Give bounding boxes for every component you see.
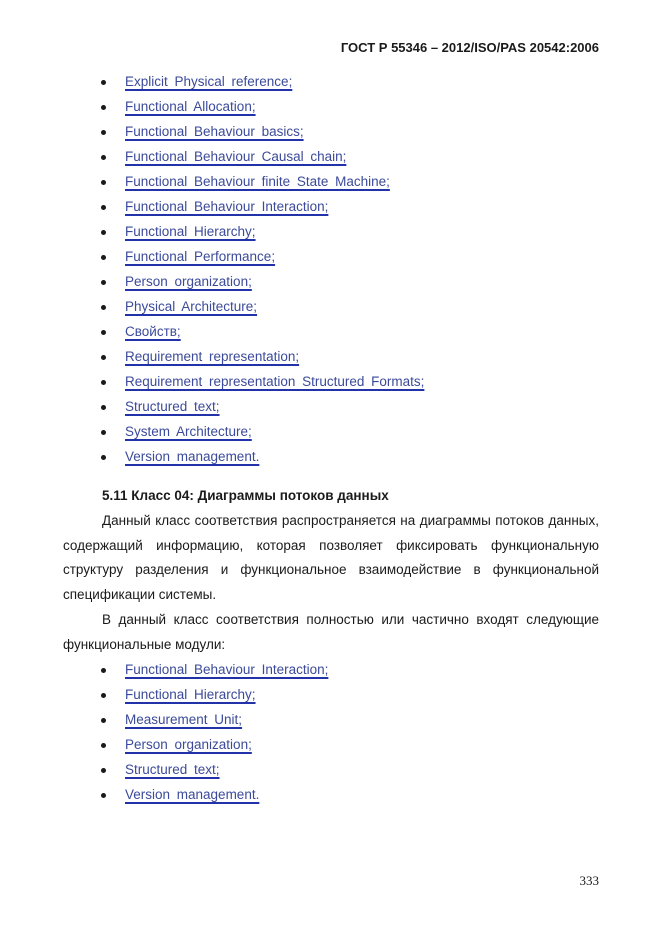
module-link[interactable]: Version management.	[125, 787, 260, 802]
list-item	[0, 75, 662, 100]
bullet-icon	[101, 693, 106, 698]
bullet-icon	[101, 330, 106, 335]
bullet-icon	[101, 405, 106, 410]
list-item	[0, 375, 662, 400]
list-item	[0, 350, 662, 375]
paragraph-text: Данный класс соответствия распространяется на диаграммы потоков данных, содержащий информацию, которая позволяет фиксировать функциональную структуру разделения и функциональное взаимодействие в функциональной спецификации системы.	[63, 513, 599, 602]
bullet-icon	[101, 355, 106, 360]
list-item	[0, 325, 662, 350]
bullet-icon	[101, 768, 106, 773]
list-item	[0, 713, 662, 738]
module-link[interactable]: System Architecture;	[125, 424, 252, 439]
module-link[interactable]: Functional Hierarchy;	[125, 224, 256, 239]
bullet-icon	[101, 180, 106, 185]
list-item	[0, 400, 662, 425]
bullet-icon	[101, 380, 106, 385]
page-number: 333	[579, 873, 599, 888]
module-link[interactable]: Requirement representation Structured Formats;	[125, 374, 425, 389]
list-item	[0, 788, 662, 813]
paragraph-text: В данный класс соответствия полностью или частично входят следующие функциональные модули:	[63, 612, 599, 652]
list-item	[0, 763, 662, 788]
module-link[interactable]: Functional Performance;	[125, 249, 276, 264]
module-link[interactable]: Functional Behaviour Interaction;	[125, 662, 329, 677]
module-link[interactable]: Structured text;	[125, 762, 220, 777]
bullet-icon	[101, 80, 106, 85]
bullet-icon	[101, 105, 106, 110]
module-link[interactable]: Measurement Unit;	[125, 712, 243, 727]
section-paragraph	[63, 608, 599, 657]
module-link[interactable]: Functional Behaviour basics;	[125, 124, 304, 139]
module-link[interactable]: Structured text;	[125, 399, 220, 414]
module-link[interactable]: Functional Behaviour Interaction;	[125, 199, 329, 214]
module-link[interactable]: Explicit Physical reference;	[125, 74, 293, 89]
bullet-icon	[101, 205, 106, 210]
bullet-icon	[101, 305, 106, 310]
bullet-icon	[101, 743, 106, 748]
module-list-bottom	[0, 663, 662, 813]
bullet-icon	[101, 130, 106, 135]
module-link[interactable]: Person organization;	[125, 737, 252, 752]
bullet-icon	[101, 430, 106, 435]
document-header: ГОСТ Р 55346 – 2012/ISO/PAS 20542:2006	[340, 40, 599, 55]
module-link[interactable]: Свойств;	[125, 324, 181, 339]
list-item	[0, 175, 662, 200]
module-link[interactable]: Person organization;	[125, 274, 252, 289]
module-link[interactable]: Functional Behaviour Causal chain;	[125, 149, 347, 164]
bullet-icon	[101, 793, 106, 798]
list-item	[0, 125, 662, 150]
list-item	[0, 200, 662, 225]
section-paragraph	[63, 509, 599, 607]
list-item	[0, 275, 662, 300]
module-list-top	[0, 75, 662, 475]
list-item	[0, 250, 662, 275]
bullet-icon	[101, 668, 106, 673]
bullet-icon	[101, 255, 106, 260]
list-item	[0, 300, 662, 325]
module-link[interactable]: Functional Behaviour finite State Machine;	[125, 174, 390, 189]
bullet-icon	[101, 718, 106, 723]
bullet-icon	[101, 155, 106, 160]
list-item	[0, 150, 662, 175]
list-item	[0, 450, 662, 475]
section-heading: 5.11 Класс 04: Диаграммы потоков данных	[102, 488, 389, 503]
list-item	[0, 225, 662, 250]
module-link[interactable]: Functional Hierarchy;	[125, 687, 256, 702]
list-item	[0, 663, 662, 688]
list-item	[0, 100, 662, 125]
list-item	[0, 425, 662, 450]
list-item	[0, 738, 662, 763]
module-link[interactable]: Functional Allocation;	[125, 99, 256, 114]
list-item	[0, 688, 662, 713]
module-link[interactable]: Physical Architecture;	[125, 299, 258, 314]
bullet-icon	[101, 455, 106, 460]
module-link[interactable]: Requirement representation;	[125, 349, 300, 364]
bullet-icon	[101, 280, 106, 285]
module-link[interactable]: Version management.	[125, 449, 260, 464]
bullet-icon	[101, 230, 106, 235]
